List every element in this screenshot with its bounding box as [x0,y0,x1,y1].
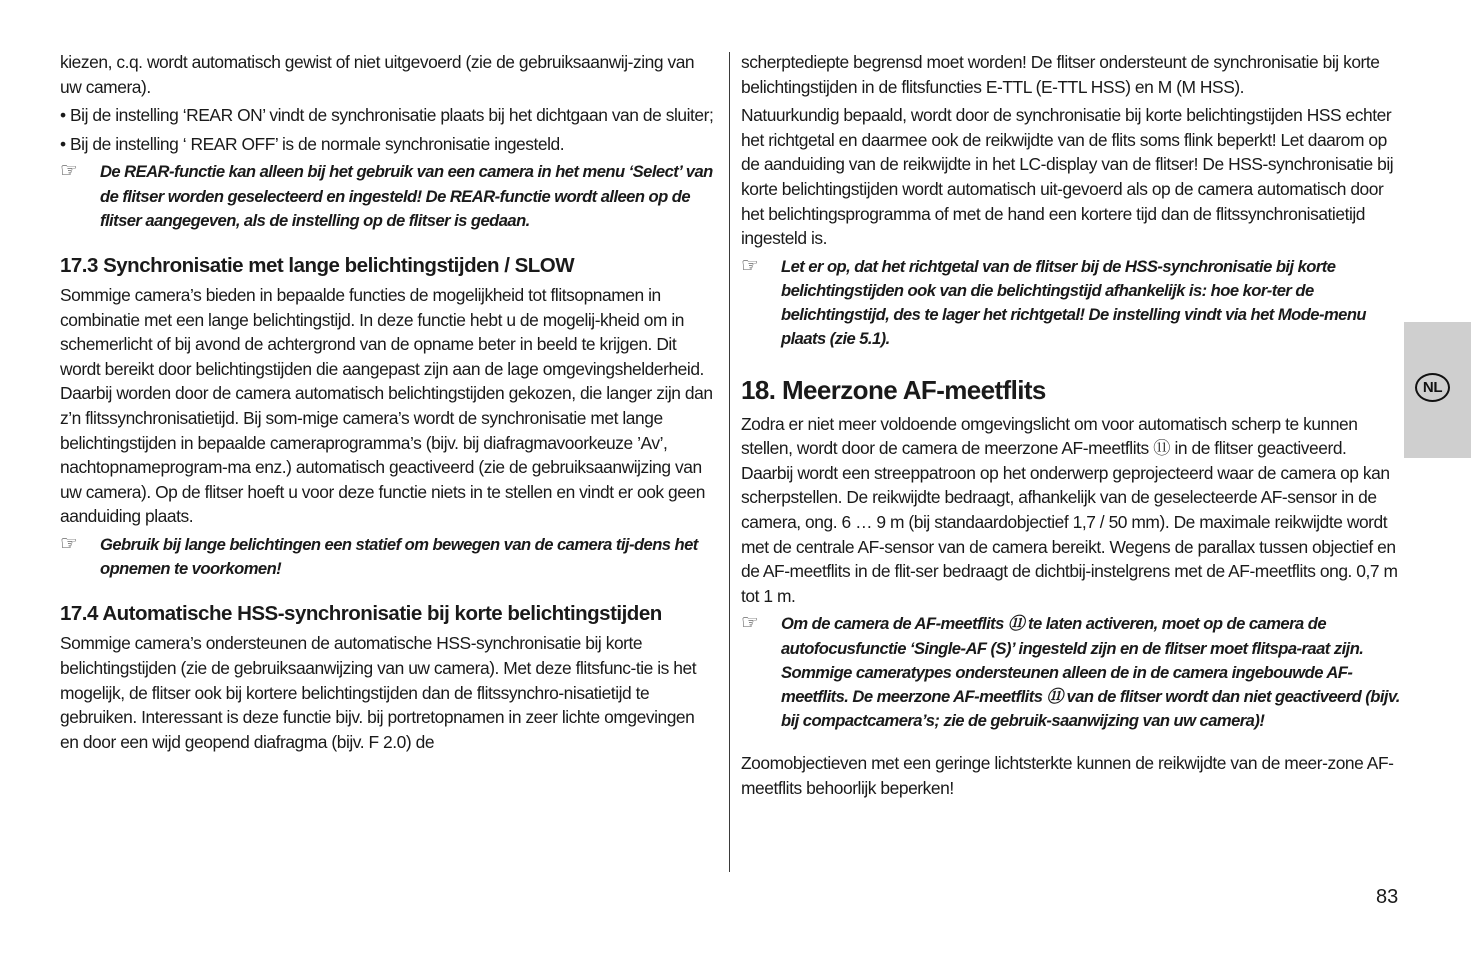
language-badge: NL [1415,373,1450,402]
note-guide-number [741,255,1401,352]
right-column [741,50,1401,805]
section-17-3-paragraph: Sommige camera’s bieden in bepaalde functies de mogelijkheid tot flitsopnamen in combinatie met een lange belichtingstijd. In deze functie hebt u de mogelij-kheid om in schemerlicht of bij avond de achtergrond van de opname beter in beeld te krijgen. Dit wordt bereikt door belichtingstijden die aangepast zijn aan de lage omgevingshelderheid. Daarbij worden door de camera automatisch belichtingstijden gekozen, die langer zijn dan z’n flitssynchronisatietijd. Bij som-mige camera’s wordt de synchronisatie met lange belichtingstijden in bepaalde cameraprogramma’s (bijv. bij diafragmavoorkeuze ’Av’, nachtopnameprogram-ma enz.) automatisch geactiveerd (zie de gebruiksaanwijzing van uw camera). Op de flitser hoeft u voor deze functie niets in te stellen en vindt er ook geen aanduiding plaats. [60,284,713,527]
pointing-hand-icon: ☞ [741,612,759,635]
page-number: 83 [1376,886,1399,908]
column-divider [729,52,730,872]
note-tripod [60,533,714,581]
zoom-paragraph: Zoomobjectieven met een geringe lichtsterkte kunnen de reikwijdte van de meer-zone AF-meetflits behoorlijk beperken! [741,753,1394,798]
intro-paragraph: kiezen, c.q. wordt automatisch gewist of niet uitgevoerd (zie de gebruiksaanwij-zing van uw camera). [60,52,695,97]
pointing-hand-icon: ☞ [60,532,78,555]
note-text: Let er op, dat het richtgetal van de flitser bij de HSS-synchronisatie bij korte belichtingstijden ook van die belichtingstijd afhankelijk is: hoe kor-ter de belichtingstijd, des te lager het richtgetal! De instelling vindt via het Mode-menu plaats (zie 5.1). [781,256,1367,349]
section-17-4-paragraph: Sommige camera’s ondersteunen de automatische HSS-synchronisatie bij korte belichtingstijden (zie de gebruiksaanwijzing van uw camera). Met deze flitsfunc-tie is het mogelijk, de flitser ook bij kortere belichtingstijden dan de flitssynchro-nisatietijd te gebruiken. Interessant is deze functie bijv. bij portretopnamen in zeer lichte omgevingen en door een wijd geopend diafragma (bijv. F 2.0) de [60,633,697,752]
section-heading-17-4: 17.4 Automatische HSS-synchronisatie bij korte belichtingstijden [60,602,662,626]
continued-paragraph: scherptediepte begrensd moet worden! De flitser ondersteunt de synchronisatie bij korte belichtingstijden in de flitsfuncties E-TTL (E-TTL HSS) en M (M HSS). [741,52,1380,97]
pointing-hand-icon: ☞ [741,254,759,277]
note-af-assist [741,612,1401,733]
pointing-hand-icon: ☞ [60,160,78,183]
section-heading-17-3: 17.3 Synchronisatie met lange belichtingstijden / SLOW [60,253,575,277]
section-heading-18: 18. Meerzone AF-meetflits [741,374,1046,405]
note-text: Gebruik bij lange belichtingen een statief om bewegen van de camera tij-dens het opnemen te voorkomen! [100,534,698,579]
section-18-paragraph: Zodra er niet meer voldoende omgevingslicht om voor automatisch scherp te kunnen stellen, wordt door de camera de meerzone AF-meetflits ⑪ in de flitser geactiveerd. Daarbij wordt een streeppatroon op het onderwerp geprojecteerd waar de camera op kan scherpstellen. De reikwijdte bedraagt, afhankelijk van de geselecteerde AF-sensor in de camera, ong. 6 … 9 m (bij standaardobjectief 1,7 / 50 mm). De maximale reikwijdte wordt met de centrale AF-sensor van de camera bereikt. Wegens de parallax tussen objectief en de AF-meetflits in de flit-ser bedraagt de dichtbij-instelgrens met de AF-meetflits ong. 0,7 m tot 1 m. [741,413,1398,606]
language-tab [1404,322,1471,458]
hss-paragraph: Natuurkundig bepaald, wordt door de synchronisatie bij korte belichtingstijden HSS echter het richtgetal en daarmee ook de reikwijdte van de flits soms flink beperkt! Let daarom op de aanduiding van de reikwijdte in het LC-display van de flitser! De HSS-synchronisatie bij korte belichtingstijden wordt automatisch uit-gevoerd als op de camera automatisch door het belichtingsprogramma of met de hand een kortere tijd dan de flitssynchronisatietijd ingesteld is. [741,105,1394,249]
bullet-rear-off: • Bij de instelling ‘ REAR OFF’ is de normale synchronisatie ingesteld. [60,133,565,154]
note-text: De REAR-functie kan alleen bij het gebruik van een camera in het menu ‘Select’ van de flitser worden geselecteerd en ingesteld! De REAR-functie wordt alleen op de flitser aangegeven, als de instelling op de flitser is gedaan. [100,162,713,230]
note-text: Om de camera de AF-meetflits ⑪ te laten activeren, moet op de camera de autofocusfunctie ‘Single-AF (S)’ ingesteld zijn en de flitser moet flitspa-raat zijn. Sommige cameratypes ondersteunen alleen de in de camera ingebouwde AF-meetflits. De meerzone AF-meetflits ⑪ van de flitser wordt dan niet geactiveerd (bijv. bij compactcamera’s; zie de gebruik-saanwijzing van uw camera)! [781,614,1400,731]
bullet-rear-on: • Bij de instelling ‘REAR ON’ vindt de synchronisatie plaats bij het dichtgaan van de sluiter; [60,105,714,126]
note-rear-function [60,160,714,233]
left-column [60,50,714,758]
